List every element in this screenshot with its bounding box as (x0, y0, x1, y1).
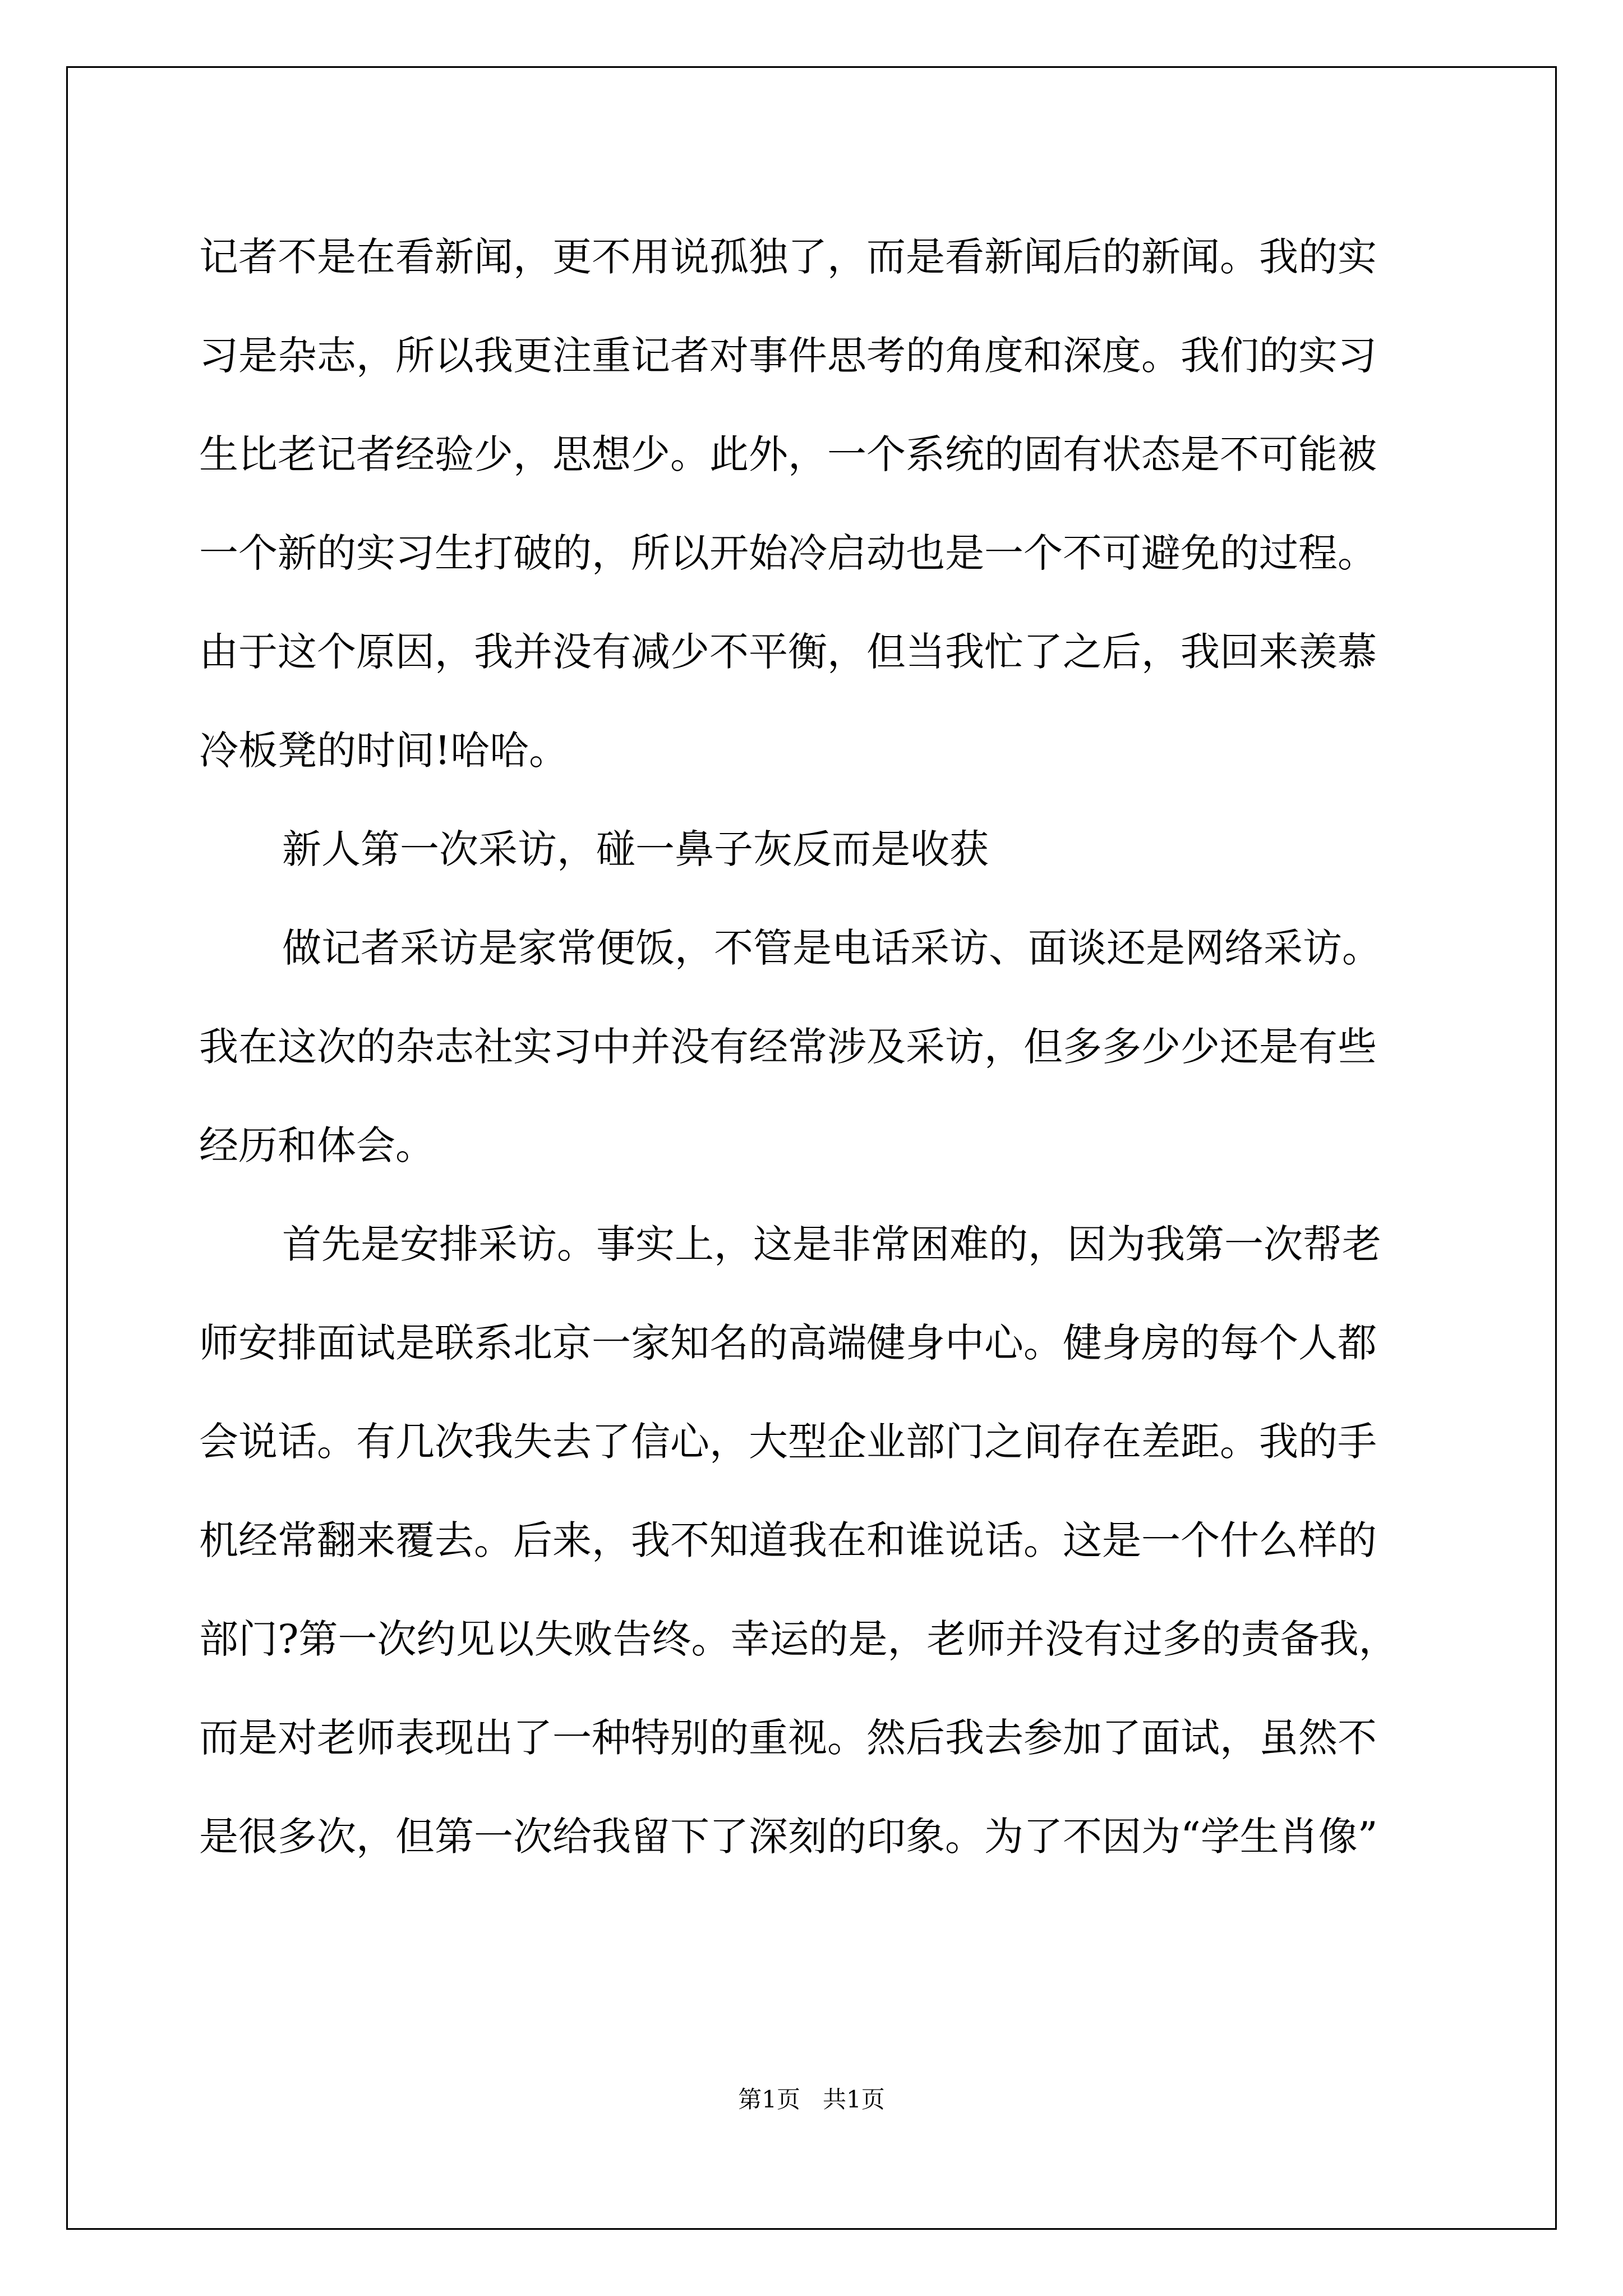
text-line: 我在这次的杂志社实习中并没有经常涉及采访，但多多少少还是有些 (199, 1024, 1377, 1070)
text-line: 机经常翻来覆去。后来，我不知道我在和谁说话。这是一个什么样的 (199, 1517, 1377, 1563)
text-line: 习是杂志，所以我更注重记者对事件思考的角度和深度。我们的实习 (199, 333, 1377, 379)
text-line: 部门?第一次约见以失败告终。幸运的是，老师并没有过多的责备我， (199, 1616, 1398, 1662)
text-line: 记者不是在看新闻，更不用说孤独了，而是看新闻后的新闻。我的实 (199, 234, 1377, 280)
text-line: 经历和体会。 (199, 1122, 435, 1168)
text-line: 首先是安排采访。事实上，这是非常困难的，因为我第一次帮老 (282, 1221, 1381, 1267)
text-line: 师安排面试是联系北京一家知名的高端健身中心。健身房的每个人都 (199, 1320, 1377, 1366)
text-line: 冷板凳的时间!哈哈。 (199, 728, 569, 774)
section-heading: 新人第一次采访，碰一鼻子灰反而是收获 (282, 826, 989, 872)
text-line: 会说话。有几次我失去了信心，大型企业部门之间存在差距。我的手 (199, 1419, 1377, 1465)
text-line: 是很多次，但第一次给我留下了深刻的印象。为了不因为“学生肖像” (199, 1814, 1378, 1860)
text-line: 而是对老师表现出了一种特别的重视。然后我去参加了面试，虽然不 (199, 1715, 1377, 1761)
text-line: 一个新的实习生打破的，所以开始冷启动也是一个不可避免的过程。 (199, 530, 1377, 576)
text-line: 做记者采访是家常便饭，不管是电话采访、面谈还是网络采访。 (282, 925, 1381, 971)
page-footer: 第1页 共1页 (738, 2086, 885, 2113)
text-line: 生比老记者经验少，思想少。此外，一个系统的固有状态是不可能被 (199, 431, 1377, 477)
document-body (199, 208, 1427, 1886)
text-line: 由于这个原因，我并没有减少不平衡，但当我忙了之后，我回来羡慕 (199, 629, 1377, 675)
